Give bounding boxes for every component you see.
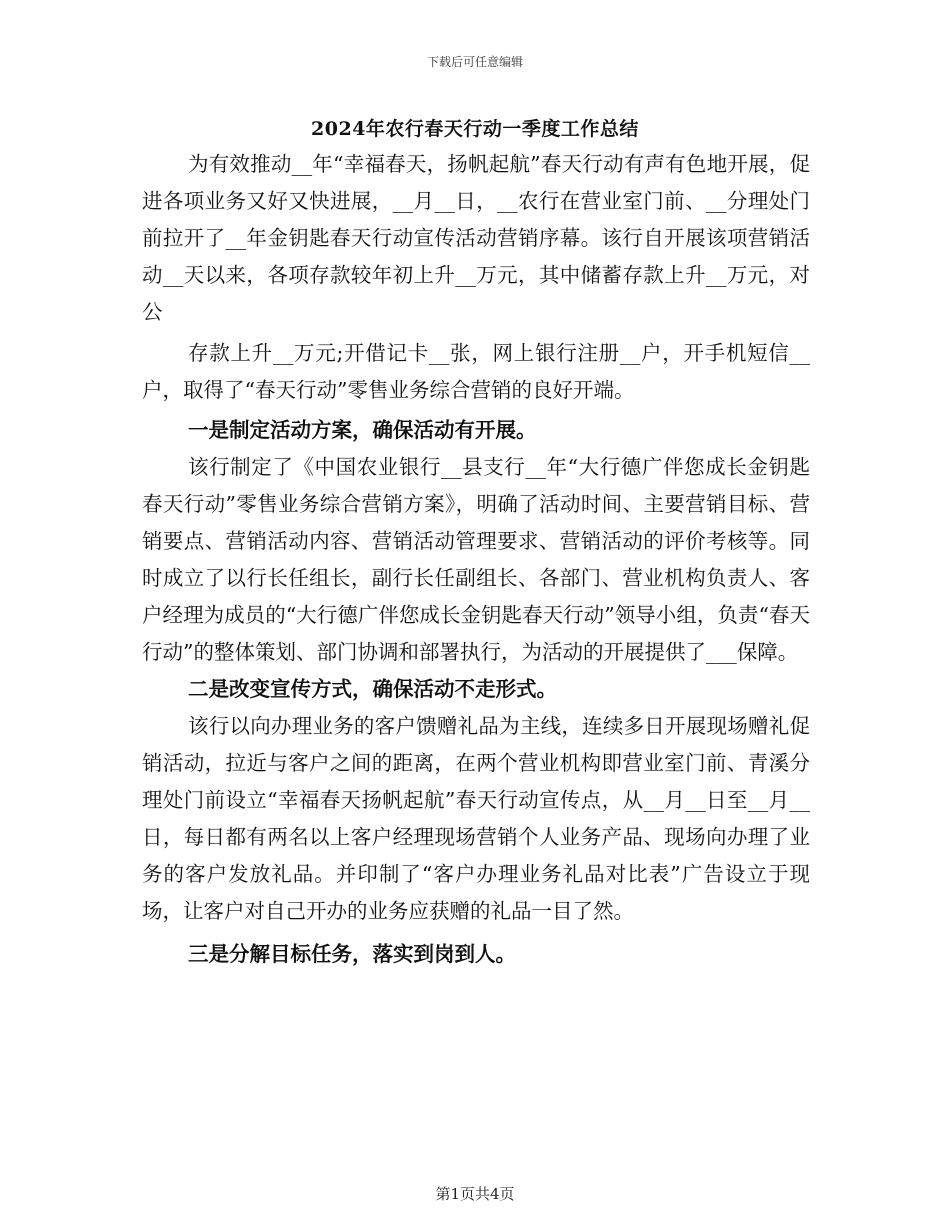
page-footer-page-number: 第1页共4页	[435, 1185, 515, 1203]
section-1-heading: 一是制定活动方案，确保活动有开展。	[188, 418, 537, 442]
section-3-heading: 三是分解目标任务，落实到岗到人。	[188, 942, 516, 966]
intro-paragraph: 为有效推动__年“幸福春天，扬帆起航”春天行动有声有色地开展，促进各项业务又好又快进展，__月__日，__农行在营业室门前、__分理处门前拉开了__年金钥匙春天行动宣传活动营销序幕。该行自开展该项营销活动__天以来，各项存款较年初上升__万元，其中储蓄存款上升__万元，对公	[142, 152, 810, 324]
intro-continuation-paragraph: 存款上升__万元;开借记卡__张，网上银行注册__户，开手机短信__户，取得了“春天行动”零售业务综合营销的良好开端。	[142, 341, 810, 402]
section-2-body: 该行以向办理业务的客户馈赠礼品为主线，连续多日开展现场赠礼促销活动，拉近与客户之间的距离，在两个营业机构即营业室门前、青溪分理处门前设立“幸福春天扬帆起航”春天行动宣传点，从__月__日至__月__日，每日都有两名以上客户经理现场营销个人业务产品、现场向办理了业务的客户发放礼品。并印制了“客户办理业务礼品对比表”广告设立于现场，让客户对自己开办的业务应获赠的礼品一目了然。	[142, 714, 810, 923]
document-title: 2024年农行春天行动一季度工作总结	[311, 118, 639, 140]
document-body	[142, 146, 810, 973]
page-header-note: 下载后可任意编辑	[426, 55, 523, 69]
section-1-body: 该行制定了《中国农业银行__县支行__年“大行德广伴您成长金钥匙春天行动”零售业务综合营销方案》，明确了活动时间、主要营销目标、营销要点、营销活动内容、营销活动管理要求、营销活动的评价考核等。同时成立了以行长任组长，副行长任副组长、各部门、营业机构负责人、客户经理为成员的“大行德广伴您成长金钥匙春天行动”领导小组，负责“春天行动”的整体策划、部门协调和部署执行，为活动的开展提供了___保障。	[142, 455, 810, 664]
section-2-heading: 二是改变宣传方式，确保活动不走形式。	[188, 677, 557, 701]
